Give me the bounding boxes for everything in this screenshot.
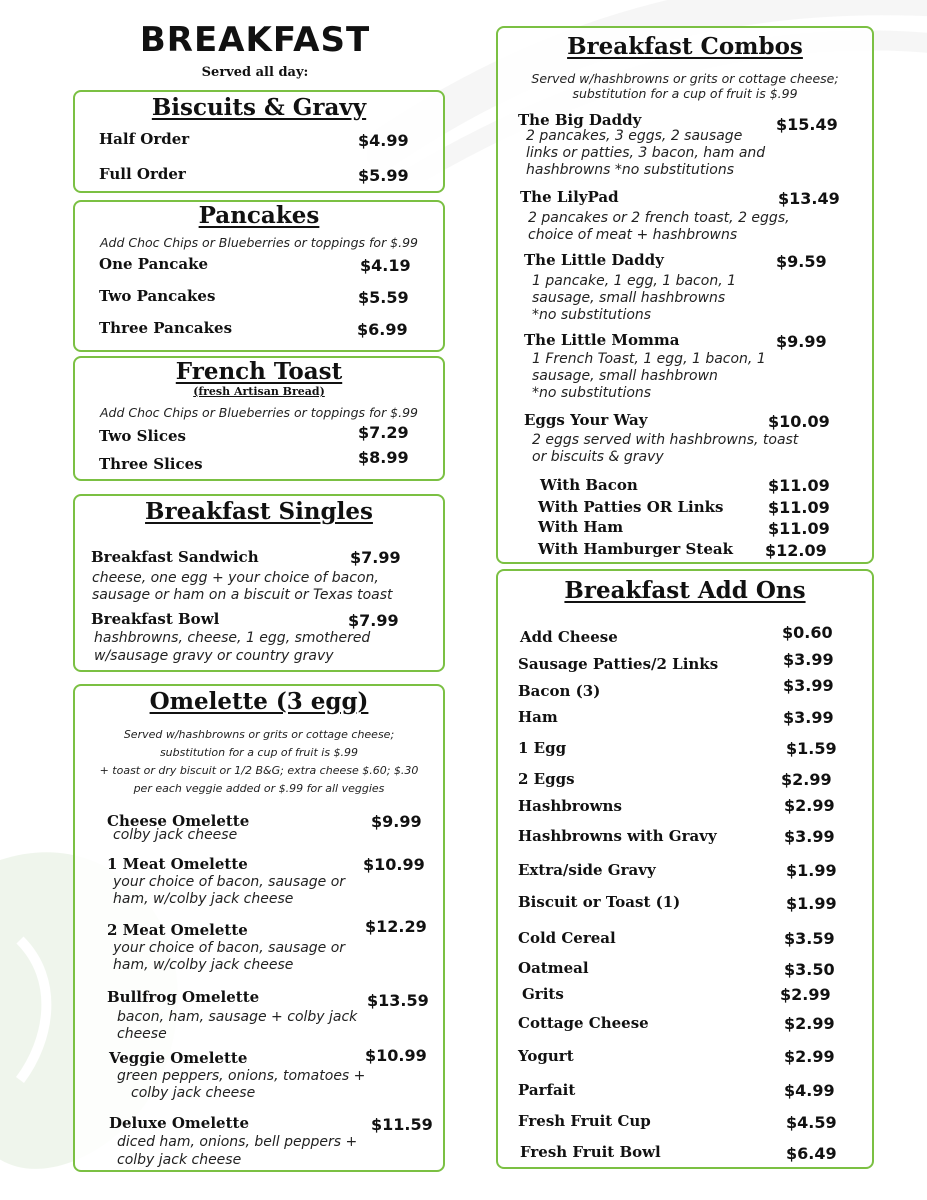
menu-item-name: Eggs Your Way xyxy=(524,411,648,429)
section-title: Pancakes xyxy=(198,202,320,229)
page-title: BREAKFAST xyxy=(139,20,371,60)
section-note: Served w/hashbrowns or grits or cottage cheese; xyxy=(123,728,395,741)
omelette-section xyxy=(73,684,445,1172)
menu-item-name: With Hamburger Steak xyxy=(538,540,733,558)
menu-item-name: With Ham xyxy=(538,518,624,536)
menu-item-name: Deluxe Omelette xyxy=(109,1114,249,1132)
section-title: Breakfast Combos xyxy=(567,33,803,60)
pancakes-section xyxy=(73,200,445,352)
menu-item-description: *no substitutions xyxy=(532,307,652,323)
menu-item-name: Breakfast Sandwich xyxy=(91,548,259,566)
addon-name: Ham xyxy=(518,708,558,726)
addon-name: Cold Cereal xyxy=(518,929,616,947)
section-title: Biscuits & Gravy xyxy=(151,94,367,121)
menu-item-name: Cheese Omelette xyxy=(107,812,250,830)
addon-price: $3.99 xyxy=(783,676,834,695)
addon-price: $2.99 xyxy=(781,770,832,789)
menu-item-price: $9.99 xyxy=(776,332,827,351)
menu-item-price: $11.09 xyxy=(768,519,830,538)
menu-item-description: cheese xyxy=(117,1026,167,1042)
section-title: Breakfast Add Ons xyxy=(564,577,806,604)
section-title: French Toast xyxy=(175,358,343,385)
addon-name: Extra/side Gravy xyxy=(518,861,656,879)
menu-item-name: One Pancake xyxy=(99,255,209,273)
section-note: per each veggie added or $.99 for all veggies xyxy=(133,782,385,795)
menu-item-description: w/sausage gravy or country gravy xyxy=(94,648,334,664)
addon-name: Fresh Fruit Cup xyxy=(518,1112,651,1130)
menu-item-name: Three Pancakes xyxy=(99,319,233,337)
menu-item-name: Two Pancakes xyxy=(99,287,216,305)
menu-item-name: Bullfrog Omelette xyxy=(107,988,260,1006)
menu-item-price: $13.49 xyxy=(778,189,840,208)
menu-item-name: The Big Daddy xyxy=(518,111,642,129)
addon-price: $4.59 xyxy=(786,1113,837,1132)
section-note: + toast or dry biscuit or 1/2 B&G; extra cheese $.60; $.30 xyxy=(99,764,419,777)
addon-price: $2.99 xyxy=(784,1047,835,1066)
addon-name: Hashbrowns xyxy=(518,797,622,815)
section-note: substitution for a cup of fruit is $.99 xyxy=(159,746,359,759)
addon-price: $2.99 xyxy=(784,796,835,815)
menu-item-description: 1 pancake, 1 egg, 1 bacon, 1 xyxy=(532,273,737,289)
menu-item-description: *no substitutions xyxy=(532,385,652,401)
menu-item-description: hashbrowns *no substitutions xyxy=(526,162,734,178)
menu-item-name: Three Slices xyxy=(99,455,203,473)
menu-item-description: sausage, small hashbrown xyxy=(532,368,718,384)
breakfast-singles-section xyxy=(73,494,445,672)
biscuits-gravy-section xyxy=(73,90,445,193)
menu-item-price: $10.09 xyxy=(768,412,830,431)
menu-item-price: $5.99 xyxy=(358,166,409,185)
menu-item-description: ham, w/colby jack cheese xyxy=(113,957,294,973)
menu-item-description: 2 pancakes, 3 eggs, 2 sausage xyxy=(526,128,743,144)
menu-item-description: green peppers, onions, tomatoes + xyxy=(117,1068,366,1084)
menu-item-description: colby jack cheese xyxy=(117,1152,242,1168)
menu-item-price: $4.99 xyxy=(358,131,409,150)
menu-item-price: $10.99 xyxy=(363,855,425,874)
menu-item-price: $5.59 xyxy=(358,288,409,307)
menu-item-description: cheese, one egg + your choice of bacon, xyxy=(92,570,379,586)
menu-item-name: Breakfast Bowl xyxy=(91,610,220,628)
addon-price: $3.99 xyxy=(784,827,835,846)
menu-item-price: $10.99 xyxy=(365,1046,427,1065)
menu-item-description: colby jack cheese xyxy=(131,1085,256,1101)
section-subtitle: (fresh Artisan Bread) xyxy=(193,385,325,398)
addon-name: Grits xyxy=(522,985,564,1003)
addon-name: 1 Egg xyxy=(518,739,567,757)
menu-item-price: $7.99 xyxy=(348,611,399,630)
addon-price: $1.99 xyxy=(786,894,837,913)
addon-price: $0.60 xyxy=(782,623,833,642)
menu-item-name: The LilyPad xyxy=(520,188,619,206)
section-note: Served w/hashbrowns or grits or cottage cheese; xyxy=(531,71,839,86)
addon-name: Fresh Fruit Bowl xyxy=(520,1143,661,1161)
menu-item-description: 1 French Toast, 1 egg, 1 bacon, 1 xyxy=(532,351,766,367)
addon-name: 2 Eggs xyxy=(518,770,575,788)
menu-item-description: or biscuits & gravy xyxy=(532,449,664,465)
menu-item-description: ham, w/colby jack cheese xyxy=(113,891,294,907)
menu-item-description: 2 eggs served with hashbrowns, toast xyxy=(532,432,799,448)
menu-item-name: With Bacon xyxy=(540,476,638,494)
addon-price: $1.59 xyxy=(786,739,837,758)
menu-item-name: Half Order xyxy=(99,130,190,148)
addon-name: Add Cheese xyxy=(520,628,618,646)
menu-item-price: $11.59 xyxy=(371,1115,433,1134)
menu-item-name: 1 Meat Omelette xyxy=(107,855,248,873)
breakfast-addons-section xyxy=(496,569,874,1169)
menu-item-price: $4.19 xyxy=(360,256,411,275)
breakfast-combos-section xyxy=(496,26,874,564)
menu-item-description: colby jack cheese xyxy=(113,827,238,843)
menu-item-name: The Little Daddy xyxy=(524,251,664,269)
addon-price: $4.99 xyxy=(784,1081,835,1100)
addon-price: $3.99 xyxy=(783,708,834,727)
section-title: Omelette (3 egg) xyxy=(149,688,369,715)
addon-price: $3.59 xyxy=(784,929,835,948)
menu-item-description: choice of meat + hashbrowns xyxy=(528,227,738,243)
menu-item-name: Veggie Omelette xyxy=(109,1049,248,1067)
section-note: Add Choc Chips or Blueberries or toppings for $.99 xyxy=(99,235,419,250)
menu-item-description: diced ham, onions, bell peppers + xyxy=(117,1134,358,1150)
menu-item-price: $7.99 xyxy=(350,548,401,567)
menu-item-description: your choice of bacon, sausage or xyxy=(113,874,346,890)
menu-item-name: Two Slices xyxy=(99,427,187,445)
addon-price: $1.99 xyxy=(786,861,837,880)
addon-price: $6.49 xyxy=(786,1144,837,1163)
section-note: Add Choc Chips or Blueberries or toppings for $.99 xyxy=(99,405,419,420)
menu-item-description: your choice of bacon, sausage or xyxy=(113,940,346,956)
addon-name: Biscuit or Toast (1) xyxy=(518,893,681,911)
menu-item-name: 2 Meat Omelette xyxy=(107,921,248,939)
addon-name: Oatmeal xyxy=(518,959,589,977)
addon-name: Yogurt xyxy=(518,1047,574,1065)
menu-item-description: sausage or ham on a biscuit or Texas toast xyxy=(92,587,393,603)
addon-price: $3.99 xyxy=(783,650,834,669)
menu-item-price: $8.99 xyxy=(358,448,409,467)
addon-price: $2.99 xyxy=(780,985,831,1004)
menu-item-price: $13.59 xyxy=(367,991,429,1010)
addon-price: $3.50 xyxy=(784,960,835,979)
menu-item-price: $9.99 xyxy=(371,812,422,831)
menu-item-price: $6.99 xyxy=(357,320,408,339)
menu-item-price: $9.59 xyxy=(776,252,827,271)
menu-item-price: $12.09 xyxy=(765,541,827,560)
menu-item-description: 2 pancakes or 2 french toast, 2 eggs, xyxy=(528,210,790,226)
addon-name: Parfait xyxy=(518,1081,576,1099)
addon-name: Cottage Cheese xyxy=(518,1014,649,1032)
menu-item-price: $7.29 xyxy=(358,423,409,442)
menu-item-price: $12.29 xyxy=(365,917,427,936)
menu-item-description: links or patties, 3 bacon, ham and xyxy=(526,145,766,161)
addon-price: $2.99 xyxy=(784,1014,835,1033)
menu-item-price: $11.09 xyxy=(768,476,830,495)
french-toast-section xyxy=(73,356,445,481)
section-note: substitution for a cup of fruit is $.99 xyxy=(572,86,798,101)
addon-name: Bacon (3) xyxy=(518,682,601,700)
menu-item-price: $11.09 xyxy=(768,498,830,517)
menu-item-description: sausage, small hashbrowns xyxy=(532,290,726,306)
menu-item-description: hashbrowns, cheese, 1 egg, smothered xyxy=(94,630,371,646)
addon-name: Sausage Patties/2 Links xyxy=(518,655,719,673)
section-title: Breakfast Singles xyxy=(145,498,373,525)
menu-item-price: $15.49 xyxy=(776,115,838,134)
addon-name: Hashbrowns with Gravy xyxy=(518,827,717,845)
menu-item-description: bacon, ham, sausage + colby jack xyxy=(117,1009,358,1025)
page-subtitle: Served all day: xyxy=(201,65,309,80)
menu-item-name: The Little Momma xyxy=(524,331,680,349)
menu-item-name: With Patties OR Links xyxy=(538,498,724,516)
menu-item-name: Full Order xyxy=(99,165,186,183)
